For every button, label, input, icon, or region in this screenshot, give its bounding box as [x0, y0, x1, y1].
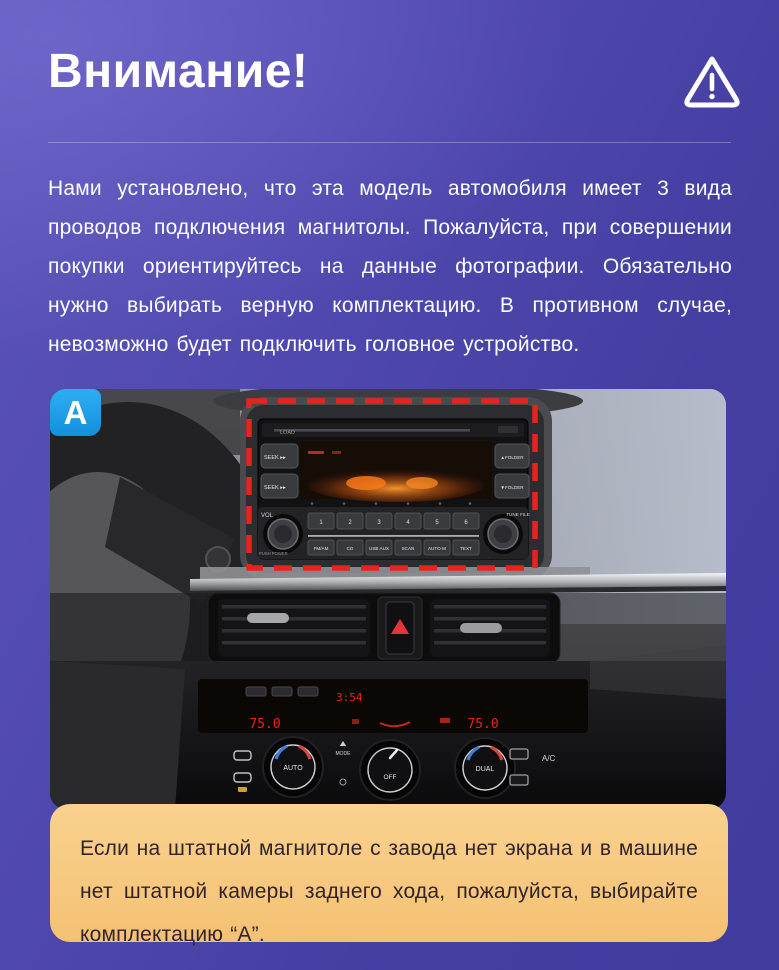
vent-toggle-right	[460, 623, 502, 633]
source-auto-m: AUTO·M	[427, 546, 447, 551]
climate-console	[50, 645, 726, 809]
off-knob-label: OFF	[383, 774, 397, 781]
seek-down-label: SEEK ▸▸	[264, 485, 286, 491]
dual-knob-label: DUAL	[475, 766, 495, 773]
page-title: Внимание!	[48, 45, 309, 98]
header-divider	[48, 142, 731, 143]
climate-clock: 3:54	[336, 691, 363, 704]
folder-up-label: ▲FOLDER	[500, 455, 524, 460]
load-label: LOAD	[280, 430, 295, 436]
auto-knob-label: AUTO	[283, 765, 303, 772]
source-text: TEXT	[460, 546, 472, 551]
push-power-label: PUSH POWER	[259, 551, 288, 556]
tune-label: TUNE FILE	[506, 512, 530, 517]
climate-right-temp: 75.0	[467, 717, 499, 732]
climate-knobs	[263, 737, 515, 800]
preset-6: 6	[464, 520, 468, 526]
defrost-rear-button	[510, 775, 528, 785]
vol-label: VOL	[261, 513, 274, 519]
variant-badge: A	[50, 389, 101, 436]
auto-knob	[263, 737, 323, 797]
ac-label: A/C	[542, 754, 556, 763]
mode-label: MODE	[335, 751, 351, 757]
preset-1: 1	[319, 520, 323, 526]
off-knob	[360, 740, 420, 800]
source-fm-am: FM/AM	[313, 546, 329, 551]
dual-knob	[455, 738, 515, 798]
seek-up-label: SEEK ▸▸	[264, 455, 286, 461]
note-text: Если на штатной магнитоле с завода нет экрана и в машине нет штатной камеры заднего хода, пожалуйста, выбирайте комплектацию “А”.	[80, 837, 698, 946]
center-vents	[50, 593, 726, 663]
note-box	[50, 804, 728, 946]
source-scan: SCAN	[401, 546, 415, 551]
variant-a-photo	[50, 389, 726, 809]
folder-down-label: ▼FOLDER	[500, 485, 524, 490]
vent-toggle-left	[247, 613, 289, 623]
source-usb-aux: USB AUX	[369, 546, 389, 551]
intro-text: Нами установлено, что эта модель автомобиля имеет 3 вида проводов подключения магнитолы. Пожалуйста, при совершении покупки ориентируйтесь на данные фотографии. Обязательно нужно выбирать верную комплектацию. В противном случае, невозможно будет подключить головное устройство.	[48, 177, 732, 356]
eject-button	[498, 426, 518, 433]
climate-left-temp: 75.0	[249, 717, 281, 732]
source-cd: CD	[346, 546, 354, 551]
warning-triangle-icon	[681, 54, 743, 108]
preset-5: 5	[435, 520, 439, 526]
defrost-front-button	[510, 749, 528, 759]
amber-indicator	[238, 787, 247, 792]
stock-radio-unit	[258, 419, 530, 559]
dashboard-photo-svg	[50, 389, 726, 809]
cd-slot	[274, 429, 470, 432]
preset-3: 3	[377, 520, 381, 526]
preset-4: 4	[406, 520, 410, 526]
preset-2: 2	[348, 520, 352, 526]
